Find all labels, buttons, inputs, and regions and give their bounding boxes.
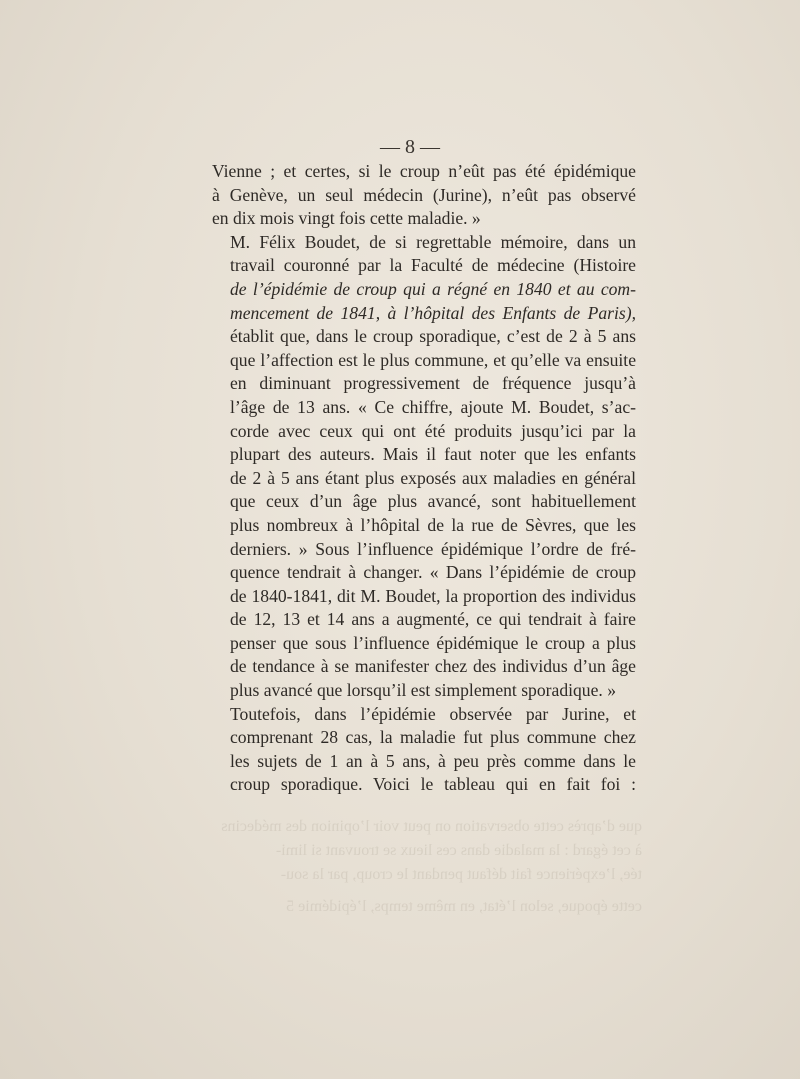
text-line: de 2 à 5 ans étant plus exposés aux maladies en général [230,467,636,488]
text-line: Toutefois, dans l’épidémie observée par Jurine, et [230,703,636,724]
bleed-through-line: tée, l’expérience fait défaut pendant le croup, par la sou- [280,866,642,883]
text-line: les sujets de 1 an à 5 ans, à peu près comme dans le [230,750,636,771]
text-line: de 12, 13 et 14 ans a augmenté, ce qui tendrait à faire [230,609,636,630]
text-line: à Genève, un seul médecin (Jurine), n’eût pas observé [212,184,636,205]
paragraph-1 [212,160,636,231]
text-line: plupart des auteurs. Mais il faut noter que les enfants [230,444,636,465]
text-line: l’âge de 13 ans. « Ce chiffre, ajoute M. Boudet, s’ac- [230,396,636,417]
text-line: travail couronné par la Faculté de médecine (Histoire [230,255,636,276]
paragraph-3 [212,703,636,797]
text-line: établit que, dans le croup sporadique, c’est de 2 à 5 ans [230,326,636,347]
text-line: M. Félix Boudet, de si regrettable mémoire, dans un [230,231,636,252]
text-line: corde avec ceux qui ont été produits jusqu’ici par la [230,420,636,441]
bleed-through-line: que d’après cette observation on peut voir l’opinion des médecins [221,818,642,835]
text-line: en dix mois vingt fois cette maladie. » [212,208,481,229]
text-line: que l’affection est le plus commune, et qu’elle va ensuite [230,349,636,370]
text-line: derniers. » Sous l’influence épidémique l’ordre de fré- [230,538,636,559]
text-line-italic: de l’épidémie de croup qui a régné en 1840 et au com- [230,278,636,299]
paragraph-2 [212,231,636,703]
bleed-through-line: cette époque, selon l’état, en même temps, l’épidémie 5 [286,898,642,915]
text-line: croup sporadique. Voici le tableau qui en fait foi : [230,774,636,795]
bleed-through-line: à cet égard : la maladie dans ces lieux se trouvant si limi- [275,842,642,859]
body-text [212,160,636,797]
text-line: Vienne ; et certes, si le croup n’eût pas été épidémique [212,161,636,181]
text-line: quence tendrait à changer. « Dans l’épidémie de croup [230,562,636,583]
text-line: comprenant 28 cas, la maladie fut plus commune chez [230,727,636,748]
text-line: que ceux d’un âge plus avancé, sont habituellement [230,491,636,512]
text-line: penser que sous l’influence épidémique le croup a plus [230,632,636,653]
text-line: de tendance à se manifester chez des individus d’un âge [230,656,636,677]
text-line-italic: mencement de 1841, à l’hôpital des Enfants de Paris), [230,302,636,323]
page-number: — 8 — [380,136,440,158]
text-line: plus nombreux à l’hôpital de la rue de Sèvres, que les [230,514,636,535]
text-line: plus avancé que lorsqu’il est simplement sporadique. » [230,680,616,701]
text-line: de 1840-1841, dit M. Boudet, la proportion des individus [230,585,636,606]
text-line: en diminuant progressivement de fréquence jusqu’à [230,373,636,394]
